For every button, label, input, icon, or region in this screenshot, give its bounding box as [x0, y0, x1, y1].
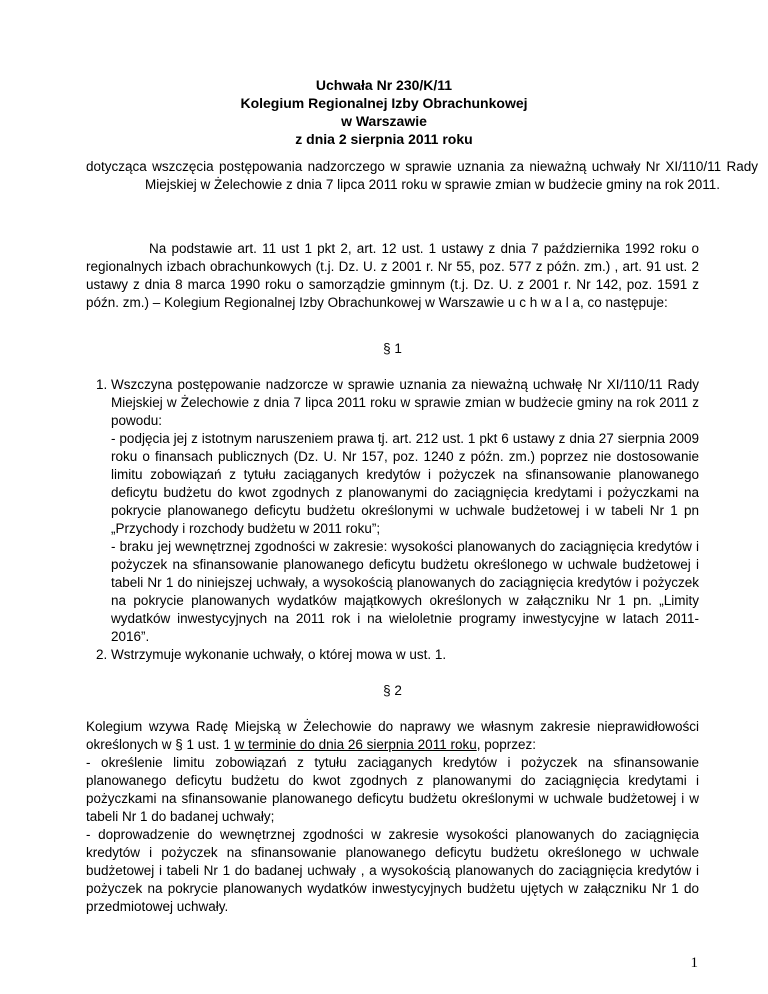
section-2-intro-after: , poprzez:	[476, 737, 537, 752]
section-2-point-a: - określenie limitu zobowiązań z tytułu zaciąganych kredytów i pożyczek na sfinansowanie planowanego deficytu budżetu do kwot zgodnych z planowanymi do zaciągnięcia kredytami i pożyczkami na sfinansowanie planowanego deficytu budżetu określonymi w uchwale budżetowej i w tabeli Nr 1 do badanej uchwały;	[86, 755, 699, 824]
resolution-date: z dnia 2 sierpnia 2011 roku	[295, 131, 473, 147]
section-2-intro-before: Kolegium wzywa Radę Miejską w Żelechowie do naprawy we własnym zakresie nieprawidłowości określonych w § 1 ust. 1	[86, 719, 699, 752]
section-1-item-1-lead: 1. Wszczyna postępowanie nadzorcze w sprawie uznania za nieważną uchwałę Nr XI/110/11 Rady Miejskiej w Żelechowie z dnia 7 lipca 2011 roku w sprawie zmian w budżecie gminy na rok 2011 z powodu:	[111, 377, 699, 428]
section-2-deadline: w terminie do dnia 26 sierpnia 2011 roku	[234, 737, 477, 752]
section-2-body	[86, 718, 699, 916]
section-1-item-1-point-b: - braku jej wewnętrznej zgodności w zakresie: wysokości planowanych do zaciągnięcia kredytów i pożyczek na sfinansowanie planowanego deficytu budżetu określonego w uchwale budżetowej i tabeli Nr 1 do niniejszej uchwały, a wysokością planowanych do zaciągnięcia kredytów i pożyczek na pokrycie planowanych wydatków majątkowych określonych w załączniku Nr 1 pn. „Limity wydatków inwestycyjnych na 2011 rok i na wieloletnie programy inwestycyjne w latach 2011-2016”.	[111, 539, 699, 644]
issuing-body: Kolegium Regionalnej Izby Obrachunkowej	[240, 95, 528, 111]
section-2-heading: § 2	[383, 683, 402, 698]
resolution-header	[0, 76, 768, 148]
issuing-city: w Warszawie	[341, 113, 427, 129]
subject-paragraph: dotycząca wszczęcia postępowania nadzorczego w sprawie uznania za nieważną uchwały Nr XI/110/11 Rady Miejskiej w Żelechowie z dnia 7 lipca 2011 roku w sprawie zmian w budżecie gminy na rok 2011.	[86, 159, 758, 192]
section-1-item-1-point-a: - podjęcia jej z istotnym naruszeniem prawa tj. art. 212 ust. 1 pkt 6 ustawy z dnia 27 sierpnia 2009 roku o finansach publicznych (Dz. U. Nr 157, poz. 1240 z późn. zm.) poprzez nie dostosowanie limitu zobowiązań z tytułu zaciąganych kredytów i pożyczek na sfinansowanie planowanego deficytu budżetu do kwot zgodnych z planowanymi do zaciągnięcia kredytami i pożyczkami na pokrycie planowanego deficytu budżetu określonymi w uchwale budżetowej i w tabeli Nr 1 pn „Przychody i rozchody budżetu w 2011 roku”;	[111, 431, 699, 536]
section-2-intro	[86, 718, 699, 754]
preamble-paragraph: Na podstawie art. 11 ust 1 pkt 2, art. 12 ust. 1 ustawy z dnia 7 października 1992 roku o regionalnych izbach obrachunkowych (t.j. Dz. U. z 2001 r. Nr 55, poz. 577 z późn. zm.) , art. 91 ust. 2 ustawy z dnia 8 marca 1990 roku o samorządzie gminnym (t.j. Dz. U. z 2001 r. Nr 142, poz. 1591 z późn. zm.) – Kolegium Regionalnej Izby Obrachunkowej w Warszawie u c h w a l a, co następuje:	[86, 241, 699, 310]
resolution-number: Uchwała Nr 230/K/11	[315, 77, 453, 93]
section-1-body	[86, 376, 699, 664]
page-number: 1	[690, 955, 698, 971]
section-1-item-2-text: Wstrzymuje wykonanie uchwały, o której mowa w ust. 1.	[111, 647, 447, 662]
section-1-item-1	[111, 376, 699, 646]
section-2-point-b: - doprowadzenie do wewnętrznej zgodności w zakresie wysokości planowanych do zaciągnięcia kredytów i pożyczek na sfinansowanie planowanego deficytu budżetu określonego w uchwale budżetowej i tabeli Nr 1 do badanej uchwały , a wysokością planowanych do zaciągnięcia kredytów i pożyczek na pokrycie planowanych wydatków inwestycyjnych budżetu ujętych w załączniku Nr 1 do przedmiotowej uchwały.	[86, 827, 699, 914]
section-1-item-2	[111, 646, 699, 664]
section-1-heading: § 1	[383, 341, 402, 356]
